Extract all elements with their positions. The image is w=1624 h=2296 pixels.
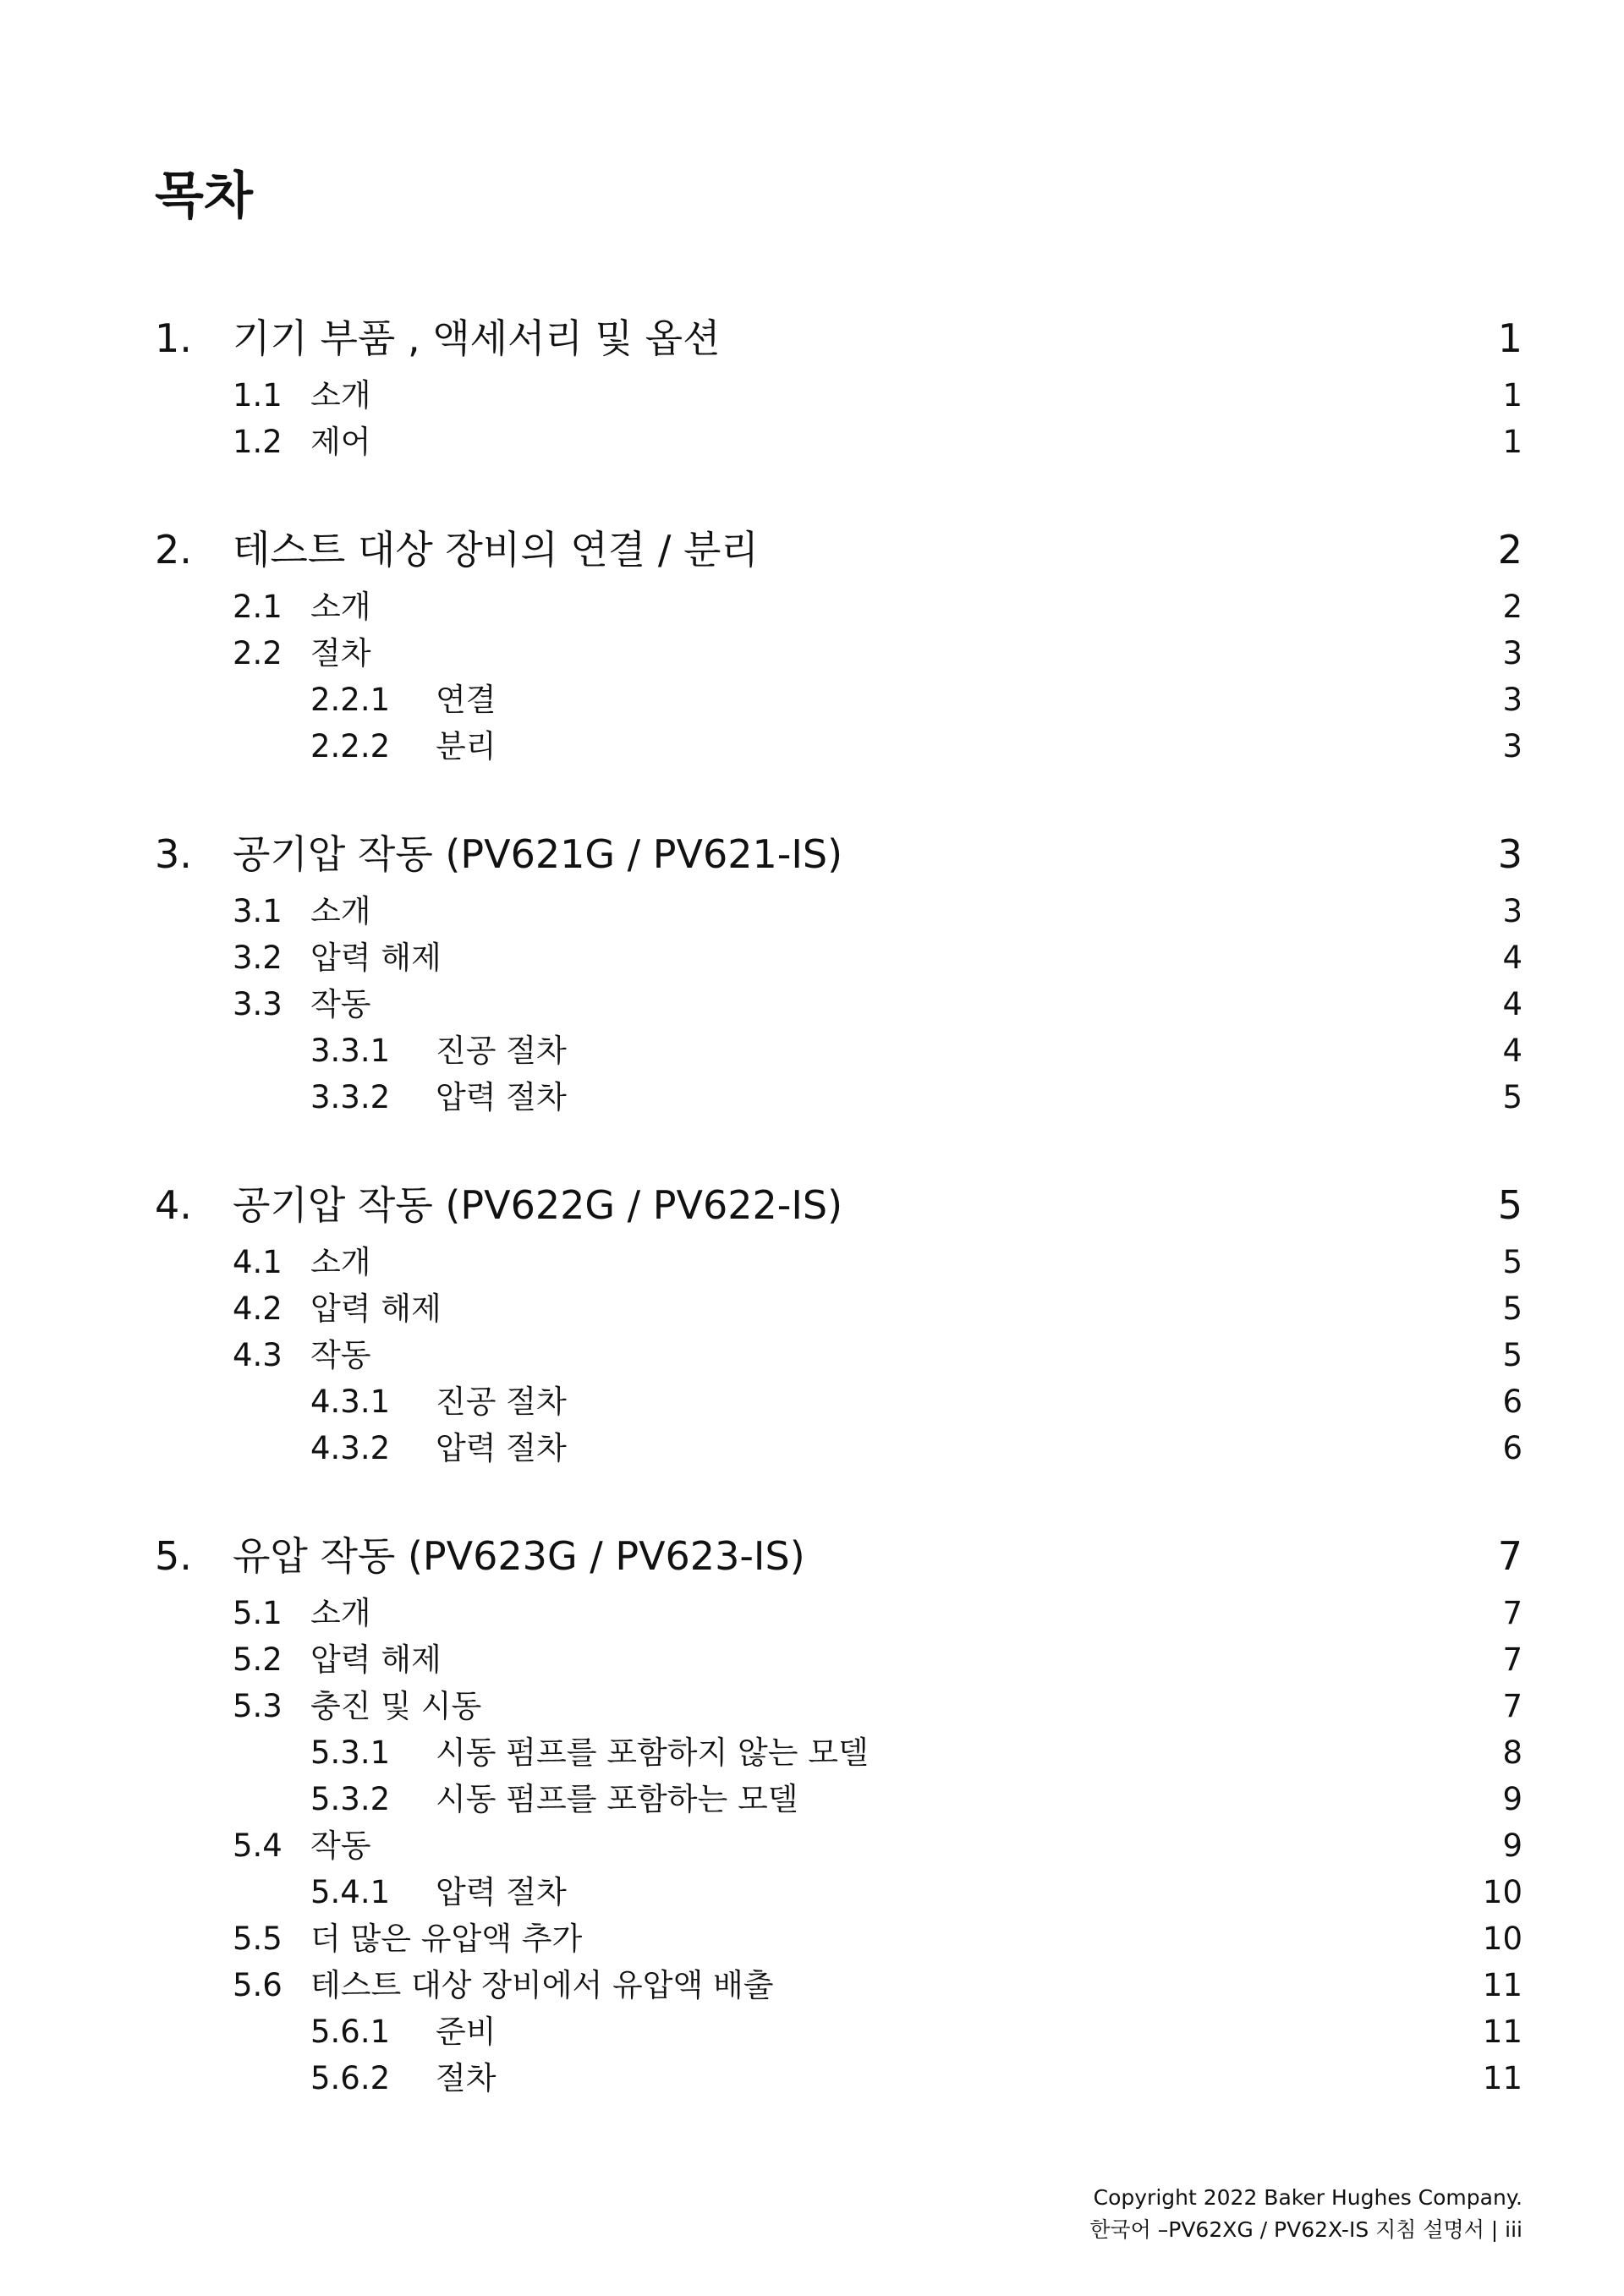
toc-entry-page: 5 xyxy=(1497,1182,1522,1228)
toc-entry-page: 1 xyxy=(1497,315,1522,361)
toc-entry-number: 4. xyxy=(155,1182,192,1228)
toc-entry-label: 공기압 작동 (PV621G / PV621-IS) xyxy=(233,831,843,877)
toc-entry-label: 테스트 대상 장비에서 유압액 배출 xyxy=(310,1967,774,2003)
toc-entry-number: 5.1 xyxy=(233,1595,283,1631)
toc-subsection-entry[interactable] xyxy=(155,677,1522,723)
toc-entry-label: 압력 절차 xyxy=(436,1079,567,1115)
toc-section-entry[interactable] xyxy=(155,981,1522,1027)
page-title: 목차 xyxy=(155,167,253,226)
toc-entry-label: 시동 펌프를 포함하지 않는 모델 xyxy=(436,1734,869,1771)
toc-section-entry[interactable] xyxy=(155,1683,1522,1729)
toc-entry-page: 5 xyxy=(1502,1337,1522,1373)
page-footer xyxy=(1089,2182,1522,2246)
toc-entry-label: 압력 절차 xyxy=(436,1430,567,1466)
toc-entry-label: 소개 xyxy=(310,893,371,929)
toc-entry-page: 4 xyxy=(1502,986,1522,1022)
toc-chapter xyxy=(155,820,1522,1121)
toc-section-entry[interactable] xyxy=(155,1285,1522,1332)
toc-entry-label: 작동 xyxy=(310,1337,371,1373)
toc-entry-number: 3.3.1 xyxy=(310,1033,391,1069)
toc-subsection-entry[interactable] xyxy=(155,1378,1522,1425)
toc-entry-number: 2. xyxy=(155,527,192,573)
toc-entry-page: 3 xyxy=(1502,893,1522,929)
toc-entry-page: 4 xyxy=(1502,1033,1522,1069)
toc-entry-page: 1 xyxy=(1502,377,1522,414)
toc-entry-number: 3.3.2 xyxy=(310,1079,391,1115)
toc-entry-number: 5. xyxy=(155,1533,192,1579)
toc-entry-number: 5.6.2 xyxy=(310,2060,391,2096)
toc-entry-label: 테스트 대상 장비의 연결 / 분리 xyxy=(233,527,759,573)
toc-entry-label: 소개 xyxy=(310,377,371,414)
toc-entry-number: 5.6.1 xyxy=(310,2014,391,2050)
toc-entry-label: 압력 해제 xyxy=(310,940,442,976)
toc-entry-number: 4.1 xyxy=(233,1244,283,1280)
toc-entry-number: 4.3.1 xyxy=(310,1384,391,1420)
toc-entry-label: 절차 xyxy=(310,635,371,671)
toc-subsection-entry[interactable] xyxy=(155,1869,1522,1915)
toc-entry-label: 유압 작동 (PV623G / PV623-IS) xyxy=(233,1533,805,1579)
toc-entry-label: 분리 xyxy=(436,728,497,764)
toc-entry-label: 절차 xyxy=(436,2060,497,2096)
toc-subsection-entry[interactable] xyxy=(155,1729,1522,1776)
toc-entry-page: 5 xyxy=(1502,1244,1522,1280)
toc-section-entry[interactable] xyxy=(155,1590,1522,1636)
toc-chapter-heading[interactable] xyxy=(155,1171,1522,1239)
toc-entry-label: 압력 절차 xyxy=(436,1874,567,1910)
toc-entry-page: 10 xyxy=(1482,1921,1522,1957)
toc-entry-label: 소개 xyxy=(310,1244,371,1280)
toc-entry-page: 9 xyxy=(1502,1781,1522,1817)
toc-entry-page: 5 xyxy=(1502,1290,1522,1327)
toc-section-entry[interactable] xyxy=(155,1239,1522,1285)
toc-entry-page: 3 xyxy=(1502,635,1522,671)
toc-entry-number: 2.2.2 xyxy=(310,728,391,764)
toc-subsection-entry[interactable] xyxy=(155,1027,1522,1074)
toc-entry-number: 1. xyxy=(155,315,192,361)
toc-section-entry[interactable] xyxy=(155,934,1522,981)
toc-chapter xyxy=(155,516,1522,770)
toc-subsection-entry[interactable] xyxy=(155,1776,1522,1822)
toc-subsection-entry[interactable] xyxy=(155,2055,1522,2101)
toc-entry-label: 진공 절차 xyxy=(436,1384,567,1420)
toc-entry-number: 5.6 xyxy=(233,1967,283,2003)
toc-chapter xyxy=(155,1171,1522,1471)
toc-chapter-heading[interactable] xyxy=(155,516,1522,584)
toc-entry-page: 3 xyxy=(1502,682,1522,718)
toc-entry-page: 11 xyxy=(1482,2014,1522,2050)
toc-entry-page: 11 xyxy=(1482,2060,1522,2096)
toc-entry-number: 5.3 xyxy=(233,1688,283,1724)
toc-entry-page: 7 xyxy=(1502,1641,1522,1678)
toc-entry-page: 6 xyxy=(1502,1430,1522,1466)
toc-entry-number: 5.3.2 xyxy=(310,1781,391,1817)
toc-entry-label: 압력 해제 xyxy=(310,1290,442,1327)
toc-section-entry[interactable] xyxy=(155,888,1522,934)
toc-entry-label: 진공 절차 xyxy=(436,1033,567,1069)
toc-entry-page: 2 xyxy=(1497,527,1522,573)
toc-entry-number: 3.1 xyxy=(233,893,283,929)
toc-entry-number: 4.3 xyxy=(233,1337,283,1373)
toc-section-entry[interactable] xyxy=(155,1962,1522,2008)
toc-entry-label: 압력 해제 xyxy=(310,1641,442,1678)
toc-entry-number: 5.5 xyxy=(233,1921,283,1957)
toc-entry-page: 11 xyxy=(1482,1967,1522,2003)
toc-section-entry[interactable] xyxy=(155,1636,1522,1683)
toc-subsection-entry[interactable] xyxy=(155,723,1522,770)
toc-chapter xyxy=(155,304,1522,465)
toc-entry-page: 7 xyxy=(1502,1688,1522,1724)
toc-entry-label: 기기 부품 , 액세서리 및 옵션 xyxy=(233,315,721,361)
toc-chapter-heading[interactable] xyxy=(155,1522,1522,1590)
toc-entry-number: 2.1 xyxy=(233,589,283,625)
toc-entry-number: 5.4.1 xyxy=(310,1874,391,1910)
toc-entry-number: 4.2 xyxy=(233,1290,283,1327)
toc-entry-number: 2.2 xyxy=(233,635,283,671)
footer-document-line: 한국어 –PV62XG / PV62X-IS 지침 설명서 | iii xyxy=(1089,2217,1522,2242)
toc-entry-page: 4 xyxy=(1502,940,1522,976)
toc-entry-label: 제어 xyxy=(310,424,371,460)
toc-section-entry[interactable] xyxy=(155,1915,1522,1962)
toc-entry-page: 1 xyxy=(1502,424,1522,460)
toc-entry-label: 시동 펌프를 포함하는 모델 xyxy=(436,1781,798,1817)
toc-entry-number: 5.4 xyxy=(233,1827,283,1864)
toc-entry-number: 1.2 xyxy=(233,424,283,460)
toc-entry-number: 4.3.2 xyxy=(310,1430,391,1466)
toc-entry-label: 충진 및 시동 xyxy=(310,1688,482,1724)
toc-entry-page: 2 xyxy=(1502,589,1522,625)
toc-entry-number: 3.3 xyxy=(233,986,283,1022)
toc-entry-page: 10 xyxy=(1482,1874,1522,1910)
toc-chapter xyxy=(155,1522,1522,2101)
toc-entry-number: 5.3.1 xyxy=(310,1734,391,1771)
toc-entry-label: 더 많은 유압액 추가 xyxy=(310,1921,583,1957)
toc-entry-page: 7 xyxy=(1502,1595,1522,1631)
toc-entry-page: 6 xyxy=(1502,1384,1522,1420)
toc-entry-page: 8 xyxy=(1502,1734,1522,1771)
toc-section-entry[interactable] xyxy=(155,419,1522,465)
toc-subsection-entry[interactable] xyxy=(155,2008,1522,2055)
toc-subsection-entry[interactable] xyxy=(155,1074,1522,1121)
toc-entry-number: 3.2 xyxy=(233,940,283,976)
toc-entry-label: 소개 xyxy=(310,589,371,625)
toc-section-entry[interactable] xyxy=(155,1332,1522,1378)
toc-entry-label: 준비 xyxy=(436,2014,497,2050)
toc-entry-page: 5 xyxy=(1502,1079,1522,1115)
toc-entry-page: 7 xyxy=(1497,1533,1522,1579)
toc-entry-number: 5.2 xyxy=(233,1641,283,1678)
toc-section-entry[interactable] xyxy=(155,1822,1522,1869)
table-of-contents xyxy=(155,304,1522,2152)
toc-section-entry[interactable] xyxy=(155,372,1522,419)
toc-entry-number: 2.2.1 xyxy=(310,682,391,718)
toc-entry-label: 연결 xyxy=(436,682,497,718)
toc-section-entry[interactable] xyxy=(155,630,1522,677)
footer-copyright: Copyright 2022 Baker Hughes Company. xyxy=(1093,2185,1522,2210)
toc-entry-number: 1.1 xyxy=(233,377,283,414)
toc-section-entry[interactable] xyxy=(155,584,1522,630)
toc-chapter-heading[interactable] xyxy=(155,820,1522,888)
toc-entry-label: 공기압 작동 (PV622G / PV622-IS) xyxy=(233,1182,843,1228)
toc-chapter-heading[interactable] xyxy=(155,304,1522,372)
toc-entry-label: 소개 xyxy=(310,1595,371,1631)
toc-entry-page: 9 xyxy=(1502,1827,1522,1864)
toc-entry-label: 작동 xyxy=(310,1827,371,1864)
toc-entry-label: 작동 xyxy=(310,986,371,1022)
toc-entry-page: 3 xyxy=(1502,728,1522,764)
toc-subsection-entry[interactable] xyxy=(155,1425,1522,1471)
toc-entry-page: 3 xyxy=(1497,831,1522,877)
toc-entry-number: 3. xyxy=(155,831,192,877)
